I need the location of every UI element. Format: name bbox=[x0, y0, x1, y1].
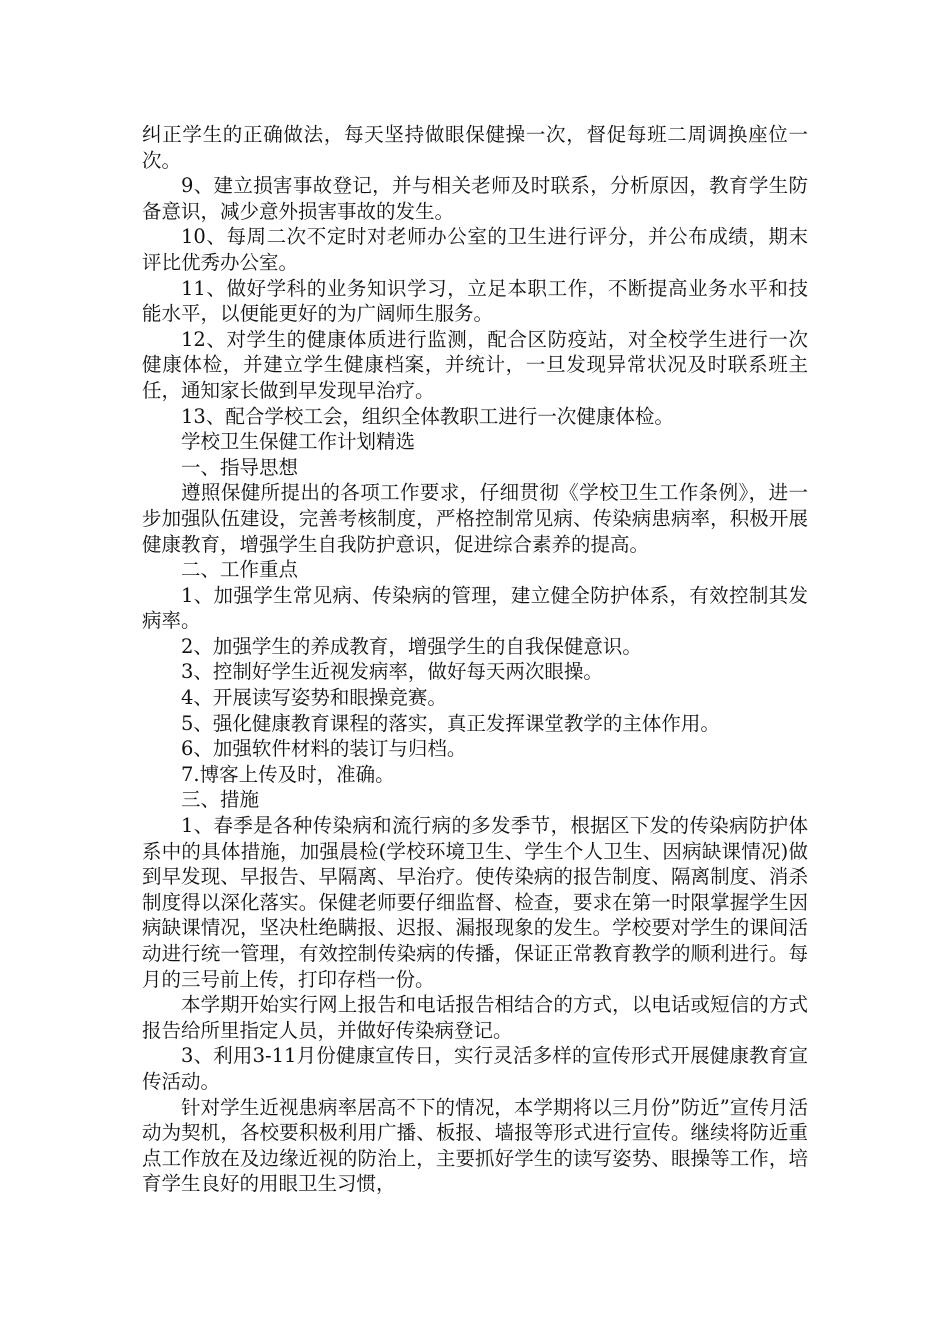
focus-item-5: 5、强化健康教育课程的落实，真正发挥课堂教学的主体作用。 bbox=[181, 711, 720, 735]
measure-paragraph-reporting: 本学期开始实行网上报告和电话报告相结合的方式，以电话或短信的方式报告给所里指定人员，并做好传染病登记。 bbox=[142, 993, 808, 1042]
paragraph-item-11: 11、做好学科的业务知识学习，立足本职工作，不断提高业务水平和技能水平，以便能更好的为广阔师生服务。 bbox=[142, 276, 808, 326]
section-title: 学校卫生保健工作计划精选 bbox=[181, 430, 416, 454]
paragraph-item-9: 9、建立损害事故登记，并与相关老师及时联系，分析原因，教育学生防备意识，减少意外损害事故的发生。 bbox=[142, 174, 808, 223]
paragraph-item-12: 12、对学生的健康体质进行监测，配合区防疫站，对全校学生进行一次健康体检，并建立学生健康档案，并统计，一旦发现异常状况及时联系班主任，通知家长做到早发现早治疗。 bbox=[142, 327, 808, 402]
focus-item-6: 6、加强软件材料的装订与归档。 bbox=[181, 737, 467, 761]
paragraph-continuation: 纠正学生的正确做法，每天坚持做眼保健操一次，督促每班二周调换座位一次。 bbox=[142, 123, 808, 172]
heading-guiding-ideology: 一、指导思想 bbox=[181, 455, 299, 479]
measure-paragraph-myopia: 针对学生近视患病率居高不下的情况，本学期将以三月份”防近”宣传月活动为契机，各校要积极利用广播、板报、墙报等形式进行宣传。继续将防近重点工作放在及边缘近视的防治上，主要抓好学生的读写姿势、眼操等工作，培育学生良好的用眼卫生习惯， bbox=[142, 1095, 808, 1196]
focus-item-2: 2、加强学生的养成教育，增强学生的自我保健意识。 bbox=[181, 634, 642, 658]
document-body bbox=[142, 122, 808, 1197]
focus-item-1: 1、加强学生常见病、传染病的管理，建立健全防护体系，有效控制其发病率。 bbox=[142, 583, 808, 633]
heading-work-focus: 二、工作重点 bbox=[181, 558, 299, 582]
measure-item-3: 3、利用3-11月份健康宣传日，实行灵活多样的宣传形式开展健康教育宣传活动。 bbox=[142, 1044, 808, 1093]
focus-item-4: 4、开展读写姿势和眼操竞赛。 bbox=[181, 686, 447, 710]
measure-item-1: 1、春季是各种传染病和流行病的多发季节，根据区下发的传染病防护体系中的具体措施，加强晨检(学校环境卫生、学生个人卫生、因病缺课情况)做到早发现、早报告、早隔离、早治疗。使传染病的报告制度、隔离制度、消杀制度得以深化落实。保健老师要仔细监督、检查，要求在第一时限掌握学生因病缺课情况，坚决杜绝瞒报、迟报、漏报现象的发生。学校要对学生的课间活动进行统一管理，有效控制传染病的传播，保证正常教育教学的顺利进行。每月的三号前上传，打印存档一份。 bbox=[142, 814, 808, 991]
heading-measures: 三、措施 bbox=[181, 788, 260, 812]
focus-item-7: 7.博客上传及时，准确。 bbox=[181, 762, 395, 786]
paragraph-item-13: 13、配合学校工会，组织全体教职工进行一次健康体检。 bbox=[181, 404, 674, 428]
paragraph-item-10: 10、每周二次不定时对老师办公室的卫生进行评分，并公布成绩，期末评比优秀办公室。 bbox=[142, 225, 808, 274]
focus-item-3: 3、控制好学生近视发病率，做好每天两次眼操。 bbox=[181, 660, 603, 684]
paragraph-guiding-ideology: 遵照保健所提出的各项工作要求，仔细贯彻《学校卫生工作条例》，进一步加强队伍建设，完善考核制度，严格控制常见病、传染病患病率，积极开展健康教育，增强学生自我防护意识，促进综合素养的提高。 bbox=[142, 481, 808, 556]
